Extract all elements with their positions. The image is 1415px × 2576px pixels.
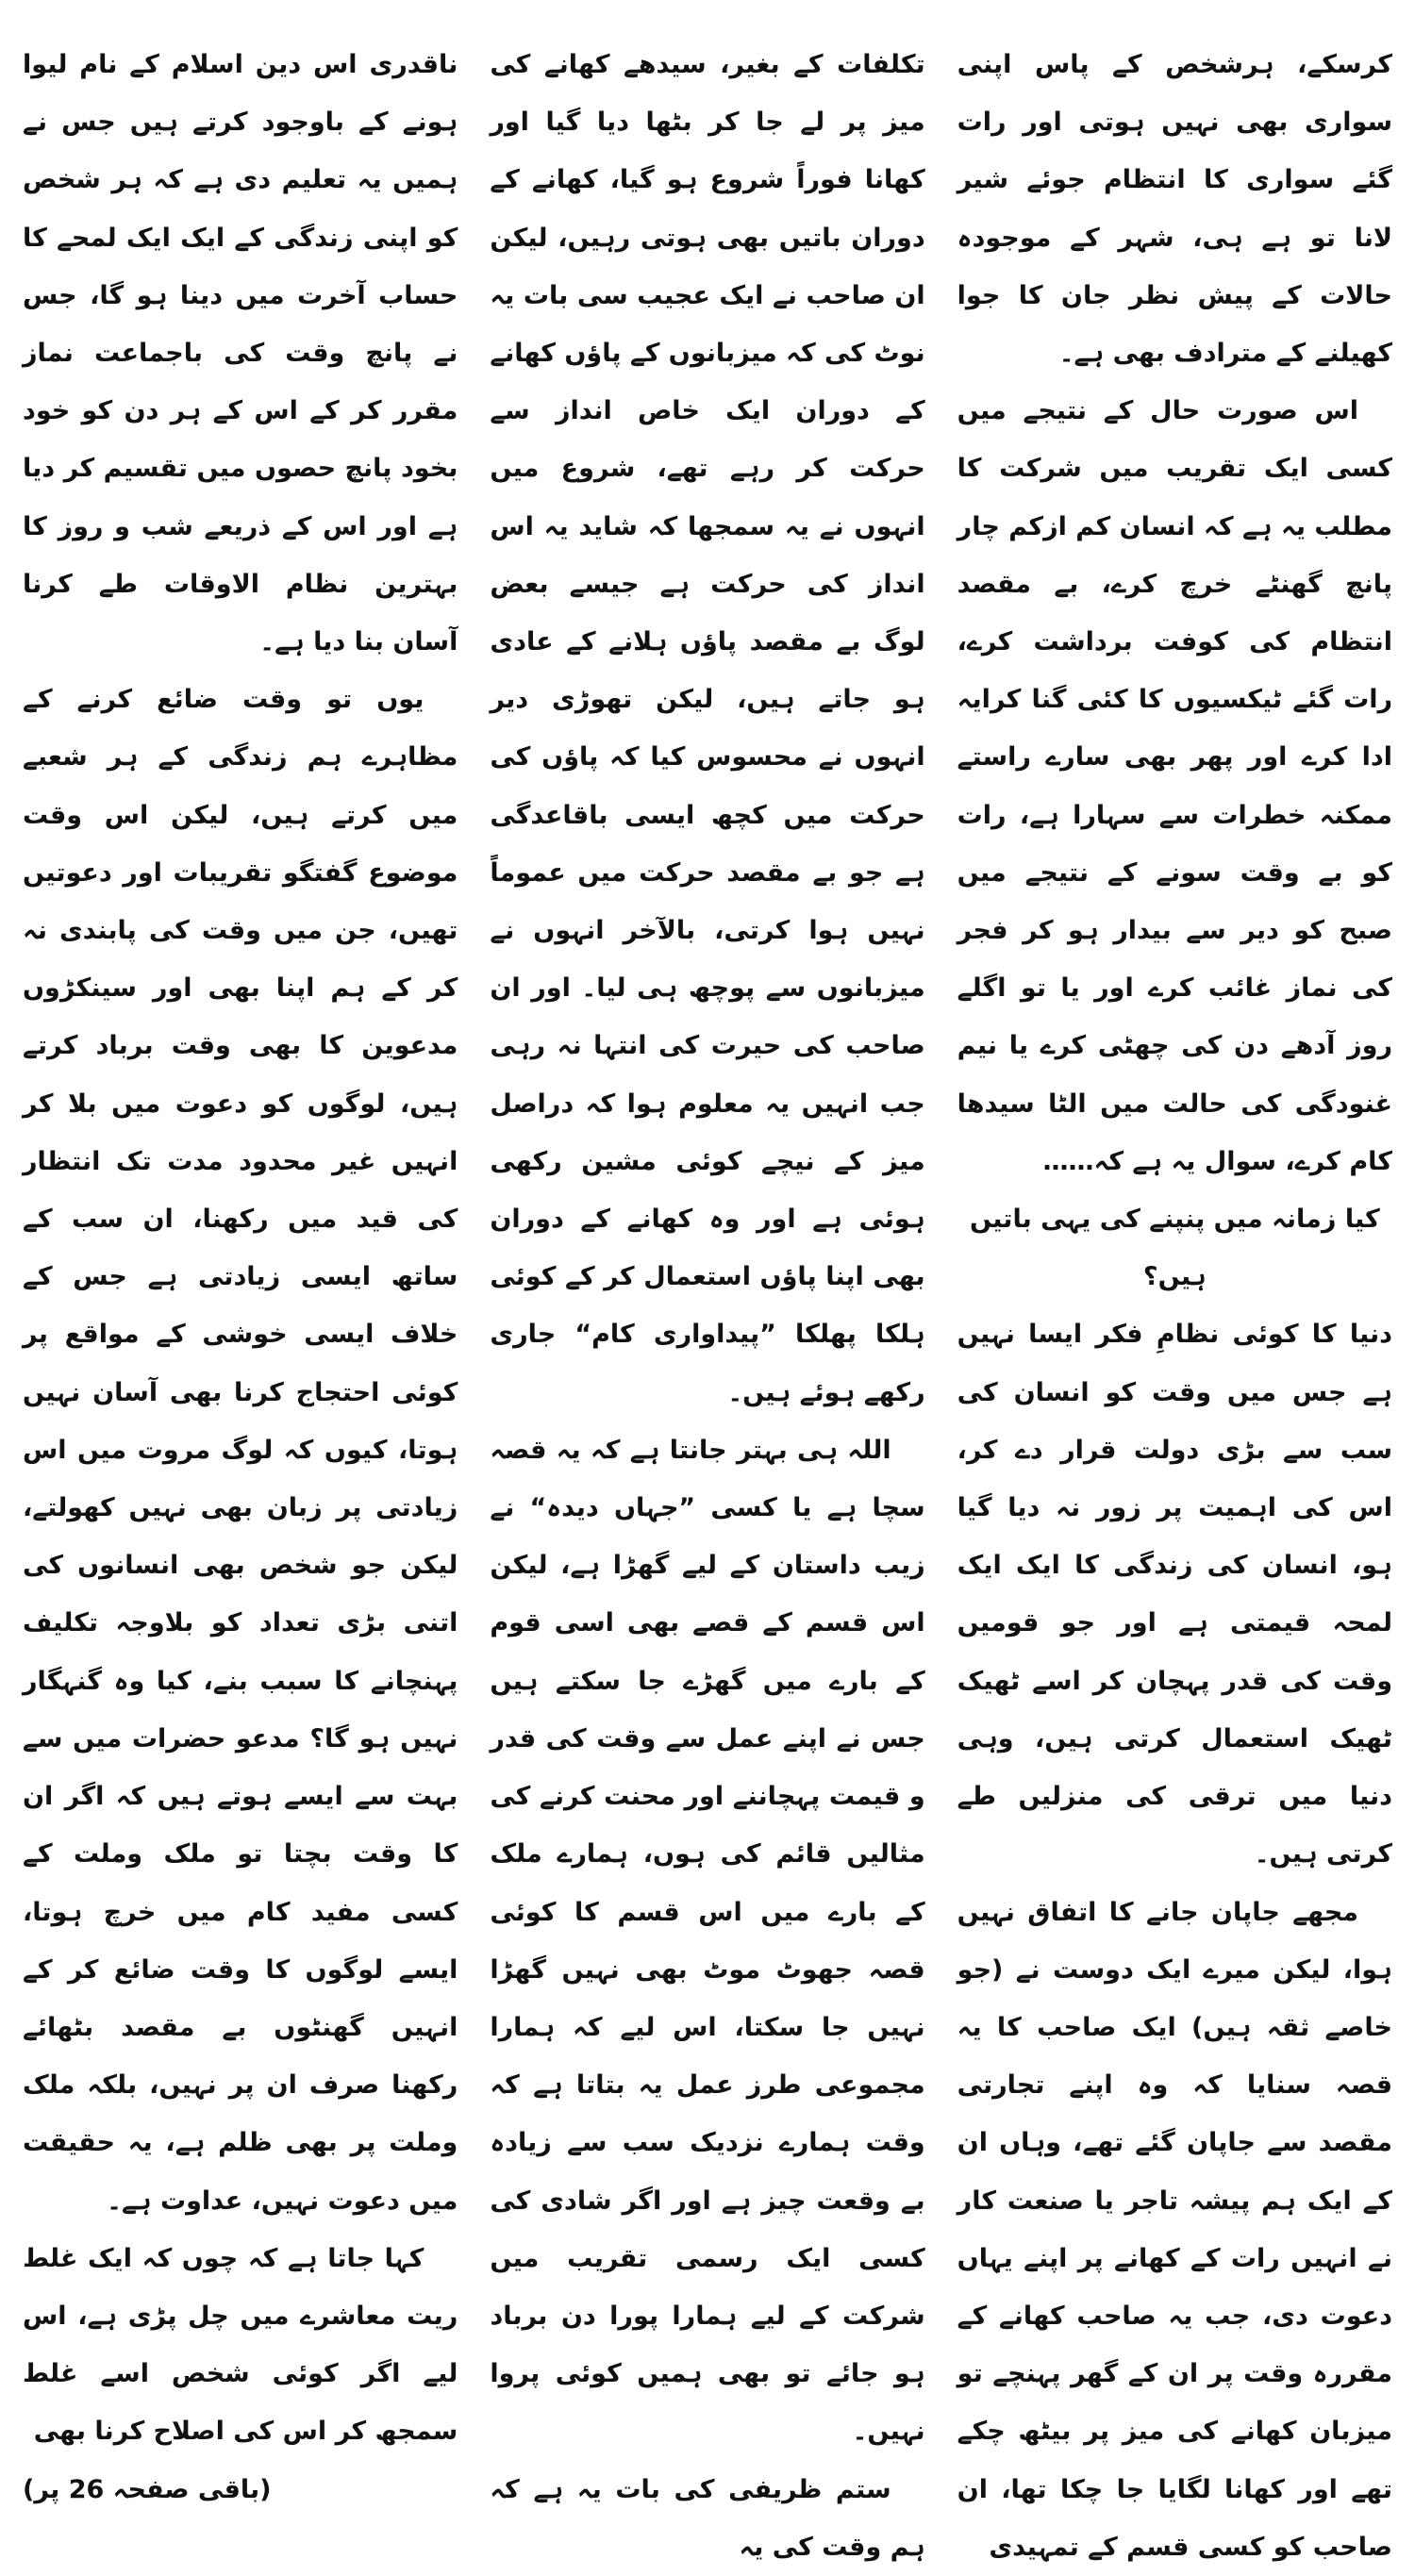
paragraph: یوں تو وقت ضائع کرنے کے مظاہرے ہم زندگی کے ہر شعبے میں کرتے ہیں، لیکن اس وقت موضوع گفتگو تقریبات اور دعوتیں تھیں، جن میں وقت کی پابندی نہ کر کے ہم اپنا بھی اور سینکڑوں مدعوین کا بھی وقت برباد کرتے ہیں، لوگوں کو دعوت میں بلا کر انہیں غیر محدود مدت تک انتظار کی قید میں رکھنا، ان سب کے ساتھ ایسی زیادتی ہے جس کے خلاف ایسی خوشی کے مواقع پر کوئی احتجاج کرنا بھی آسان نہیں ہوتا، کیوں کہ لوگ مروت میں اس زیادتی پر زبان بھی نہیں کھولتے، لیکن جو شخص بھی انسانوں کی اتنی بڑی تعداد کو بلاوجہ تکلیف پہنچانے کا سبب بنے، کیا وہ گنہگار نہیں ہو گا؟ مدعو حضرات میں سے بہت سے ایسے ہوتے ہیں کہ اگر ان کا وقت بچتا تو ملک وملت کے کسی مفید کام میں خرچ ہوتا، ایسے لوگوں کا وقت ضائع کر کے انہیں گھنٹوں بے مقصد بٹھائے رکھنا صرف ان پر نہیں، بلکہ ملک وملت پر بھی ظلم ہے، یہ حقیقت میں دعوت نہیں، عداوت ہے۔ [23,685,458,2216]
paragraph: ستم ظریفی کی بات یہ ہے کہ ہم وقت کی یہ [490,2474,925,2562]
article-column-middle [490,36,925,2562]
paragraph: دنیا کا کوئی نظامِ فکر ایسا نہیں ہے جس میں وقت کو انسان کی سب سے بڑی دولت قرار دے کر، اس کی اہمیت پر زور نہ دیا گیا ہو، انسان کی زندگی کا ایک ایک لمحہ قیمتی ہے اور جو قومیں وقت کی قدر پہچان کر اسے ٹھیک ٹھیک استعمال کرتی ہیں، وہی دنیا میں ترقی کی منزلیں طے کرتی ہیں۔ [957,1320,1392,1870]
paragraph: کہا جاتا ہے کہ چوں کہ ایک غلط ریت معاشرے میں چل پڑی ہے، اس لیے اگر کوئی شخص اسے غلط سمجھ کر اس کی اصلاح کرنا بھی [23,2243,458,2447]
article-column-right [957,36,1392,2562]
article-column-left [23,36,458,2504]
paragraph: اس صورت حال کے نتیجے میں کسی ایک تقریب میں شرکت کا مطلب یہ ہے کہ انسان کم ازکم چار پانچ گھنٹے خرچ کرے، بے مقصد انتظام کی کوفت برداشت کرے، رات گئے ٹیکسیوں کا کئی گنا کرایہ ادا کرے اور پھر بھی سارے راستے ممکنہ خطرات سے سہارا ہے، رات کو بے وقت سونے کے نتیجے میں صبح کو دیر سے بیدار ہو کر فجر کی نماز غائب کرے اور یا تو اگلے روز آدھے دن کی چھٹی کرے یا نیم غنودگی کی حالت میں الٹا سیدھا کام کرے، سوال یہ ہے کہ…… [957,396,1392,1176]
continued-on-page-note: (باقی صفحہ 26 پر) [23,2474,272,2504]
paragraph: تکلفات کے بغیر، سیدھے کھانے کی میز پر لے جا کر بٹھا دیا گیا اور کھانا فوراً شروع ہو گیا، کھانے کے دوران باتیں بھی ہوتی رہیں، لیکن ان صاحب نے ایک عجیب سی بات یہ نوٹ کی کہ میزبانوں کے پاؤں کھانے کے دوران ایک خاص انداز سے حرکت کر رہے تھے، شروع میں انہوں نے یہ سمجھا کہ شاید یہ اس انداز کی حرکت ہے جیسے بعض لوگ بے مقصد پاؤں ہلانے کے عادی ہو جاتے ہیں، لیکن تھوڑی دیر انہوں نے محسوس کیا کہ پاؤں کی حرکت میں کچھ ایسی باقاعدگی ہے جو بے مقصد حرکت میں عموماً نہیں ہوا کرتی، بالآخر انہوں نے میزبانوں سے پوچھ ہی لیا۔ اور ان صاحب کی حیرت کی انتہا نہ رہی جب انہیں یہ معلوم ہوا کہ دراصل میز کے نیچے کوئی مشین رکھی ہوئی ہے اور وہ کھانے کے دوران بھی اپنا پاؤں استعمال کر کے کوئی ہلکا پھلکا ”پیداواری کام“ جاری رکھے ہوئے ہیں۔ [490,50,925,1407]
paragraph: ناقدری اس دین اسلام کے نام لیوا ہونے کے باوجود کرتے ہیں جس نے ہمیں یہ تعلیم دی ہے کہ ہر شخص کو اپنی زندگی کے ایک ایک لمحے کا حساب آخرت میں دینا ہو گا، جس نے پانچ وقت کی باجماعت نماز مقرر کر کے اس کے ہر دن کو خود بخود پانچ حصوں میں تقسیم کر دیا ہے اور اس کے ذریعے شب و روز کا بہترین نظام الاوقات طے کرنا آسان بنا دیا ہے۔ [23,50,458,657]
paragraph: اللہ ہی بہتر جانتا ہے کہ یہ قصہ سچا ہے یا کسی ”جہاں دیدہ“ نے زیب داستان کے لیے گھڑا ہے، لیکن اس قسم کے قصے بھی اسی قوم کے بارے میں گھڑے جا سکتے ہیں جس نے اپنے عمل سے وقت کی قدر و قیمت پہچاننے اور محنت کرنے کی مثالیں قائم کی ہوں، ہمارے ملک کے بارے میں اس قسم کا کوئی قصہ جھوٹ موٹ بھی نہیں گھڑا نہیں جا سکتا، اس لیے کہ ہمارا مجموعی طرز عمل یہ بتاتا ہے کہ وقت ہمارے نزدیک سب سے زیادہ بے وقعت چیز ہے اور اگر شادی کی کسی ایک رسمی تقریب میں شرکت کے لیے ہمارا پورا دن برباد ہو جائے تو بھی ہمیں کوئی پروا نہیں۔ [490,1435,925,2447]
paragraph: کرسکے، ہرشخص کے پاس اپنی سواری بھی نہیں ہوتی اور رات گئے سواری کا انتظام جوئے شیر لانا تو ہے ہی، شہر کے موجودہ حالات کے پیش نظر جان کا جوا کھیلنے کے مترادف بھی ہے۔ [957,50,1392,369]
paragraph: مجھے جاپان جانے کا اتفاق نہیں ہوا، لیکن میرے ایک دوست نے (جو خاصے ثقہ ہیں) ایک صاحب کا یہ قصہ سنایا کہ وہ اپنے تجارتی مقصد سے جاپان گئے تھے، وہاں ان کے ایک ہم پیشہ تاجر یا صنعت کار نے انہیں رات کے کھانے پر اپنے یہاں دعوت دی، جب یہ صاحب کھانے کے مقررہ وقت پر ان کے گھر پہنچے تو میزبان کھانے کی میز پر بیٹھ چکے تھے اور کھانا لگایا جا چکا تھا، ان صاحب کو کسی قسم کے تمہیدی [957,1897,1392,2562]
quote-line: کیا زمانہ میں پنپنے کی یہی باتیں ہیں؟ [969,1205,1380,1292]
